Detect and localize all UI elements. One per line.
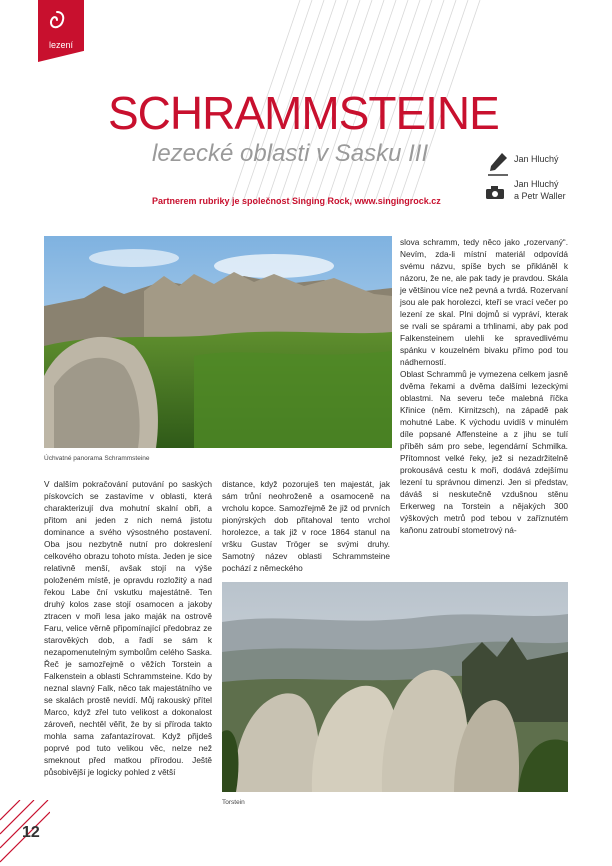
camera-icon: [486, 186, 504, 199]
photo-caption: Torstein: [222, 799, 245, 806]
climbing-rope-icon: [48, 10, 66, 30]
panorama-photo: [44, 236, 392, 448]
pen-icon: [488, 152, 508, 176]
author-name: Jan Hluchý: [514, 154, 559, 164]
text-column-left: [44, 478, 212, 778]
text-column-middle: [222, 478, 390, 574]
page-subtitle: lezecké oblasti v Sasku III: [152, 140, 429, 167]
page-title: SCHRAMMSTEINE: [108, 87, 499, 139]
paragraph: slova schramm, tedy něco jako „rozervaný“. Nevím, zda-li místní materiál odpovídá svému názvu, spíše bych se přikláněl k názoru, že ne, ale pak tady je pravdou. Skála je většinou více než pevná a tvrdá. Rozervaní jsou ale pak horolezci, kteří se vrací večer po lezení ze skal. Plni dojmů si vypráví, kterak se rvali se spárami a trhlinami, aby pak pod Falkensteinem ulehli ke spravedlivému spánku v kouzelném bivaku přímo pod tou nádherností.: [400, 237, 568, 367]
torstein-photo: [222, 582, 568, 792]
paragraph: distance, když pozoruješ ten majestát, jak sám trůní neohroženě a osamoceně na vrcholu kopce. Samozřejmě že již od prvních pionýrských dob přitahoval tento vrchol horolezce, a tak již v roce 1864 stanul na vršku Gustav Tröger se svými druhy. Samotný název oblasti Schrammsteine pochází z německého: [222, 479, 390, 573]
photographer-names: Jan Hluchý a Petr Waller: [514, 179, 566, 201]
photo-caption: Úchvatné panorama Schrammsteine: [44, 455, 150, 462]
text-column-right: [400, 236, 568, 536]
page-number: 12: [22, 824, 40, 841]
partner-line: Partnerem rubriky je společnost Singing Rock, www.singingrock.cz: [152, 196, 441, 206]
paragraph: Oblast Schrammů je vymezena celkem jasně dvěma řekami a dvěma dalšími lezeckými oblastmi. Na severu teče malebná říčka Křinice (něm. Kirnitzsch), na západě pak mohutné Labe. K východu uvidíš v minulém díle popsané Affensteine a z jihu se tulí příběh sám pro sebe, legendární Schmilka. Přítomnost velké řeky, jež si nezadržitelně prokousává cestu k moři, dodává zdejšímu lezení tu správnou dimenzi. Jen si představ, dáváš si neskutečně vzdušnou stěnu Erkerweg na Torstein a nějakých 300 výškových metrů pod tebou v zaříznutém kaňonu zatroubí stometrový ná-: [400, 369, 568, 535]
paragraph: V dalším pokračování putování po saských pískovcích se zastavíme v oblasti, která charakterizují dva mohutní skalní obři, a přitom ani jeden z nich nemá jistotu dominance a svého výsostného postavení. Oba jsou nezbytně nutní pro dokreslení celkového obrazu tohoto místa. Jeden je sice relativně menší, avšak stojí na výše položeném místě, je opravdu rozložitý a nad řekou Labe ční vskutku majestátně. Ten druhý kolos zase stojí osamocen a jakoby ztracen v moři lesa jako maják na ostrově Faru, velice věrně připomínající předobraz ze starověkých dob, a řadí se sám k nezapomenutelným symbolům celého Saska. Řeč je samozřejmě o věžích Torstein a Falkenstein a oblasti Schrammsteine. Kdo by neznal slavný Falk, něco tak majestátního ve se skalách prostě nevidí. Můj rakouský přítel Marco, když zřel tuto velikost a dokonalost zároveň, nechtěl věřit, že by si příroda takto mohla sama zafantazírovat. Když přijdeš poprvé pod tuto velikou věc, nelze než smeknout před matkou přírodou. Ještě působivější je logicky pohled z větší: [44, 479, 212, 777]
section-label: lezení: [48, 40, 74, 50]
